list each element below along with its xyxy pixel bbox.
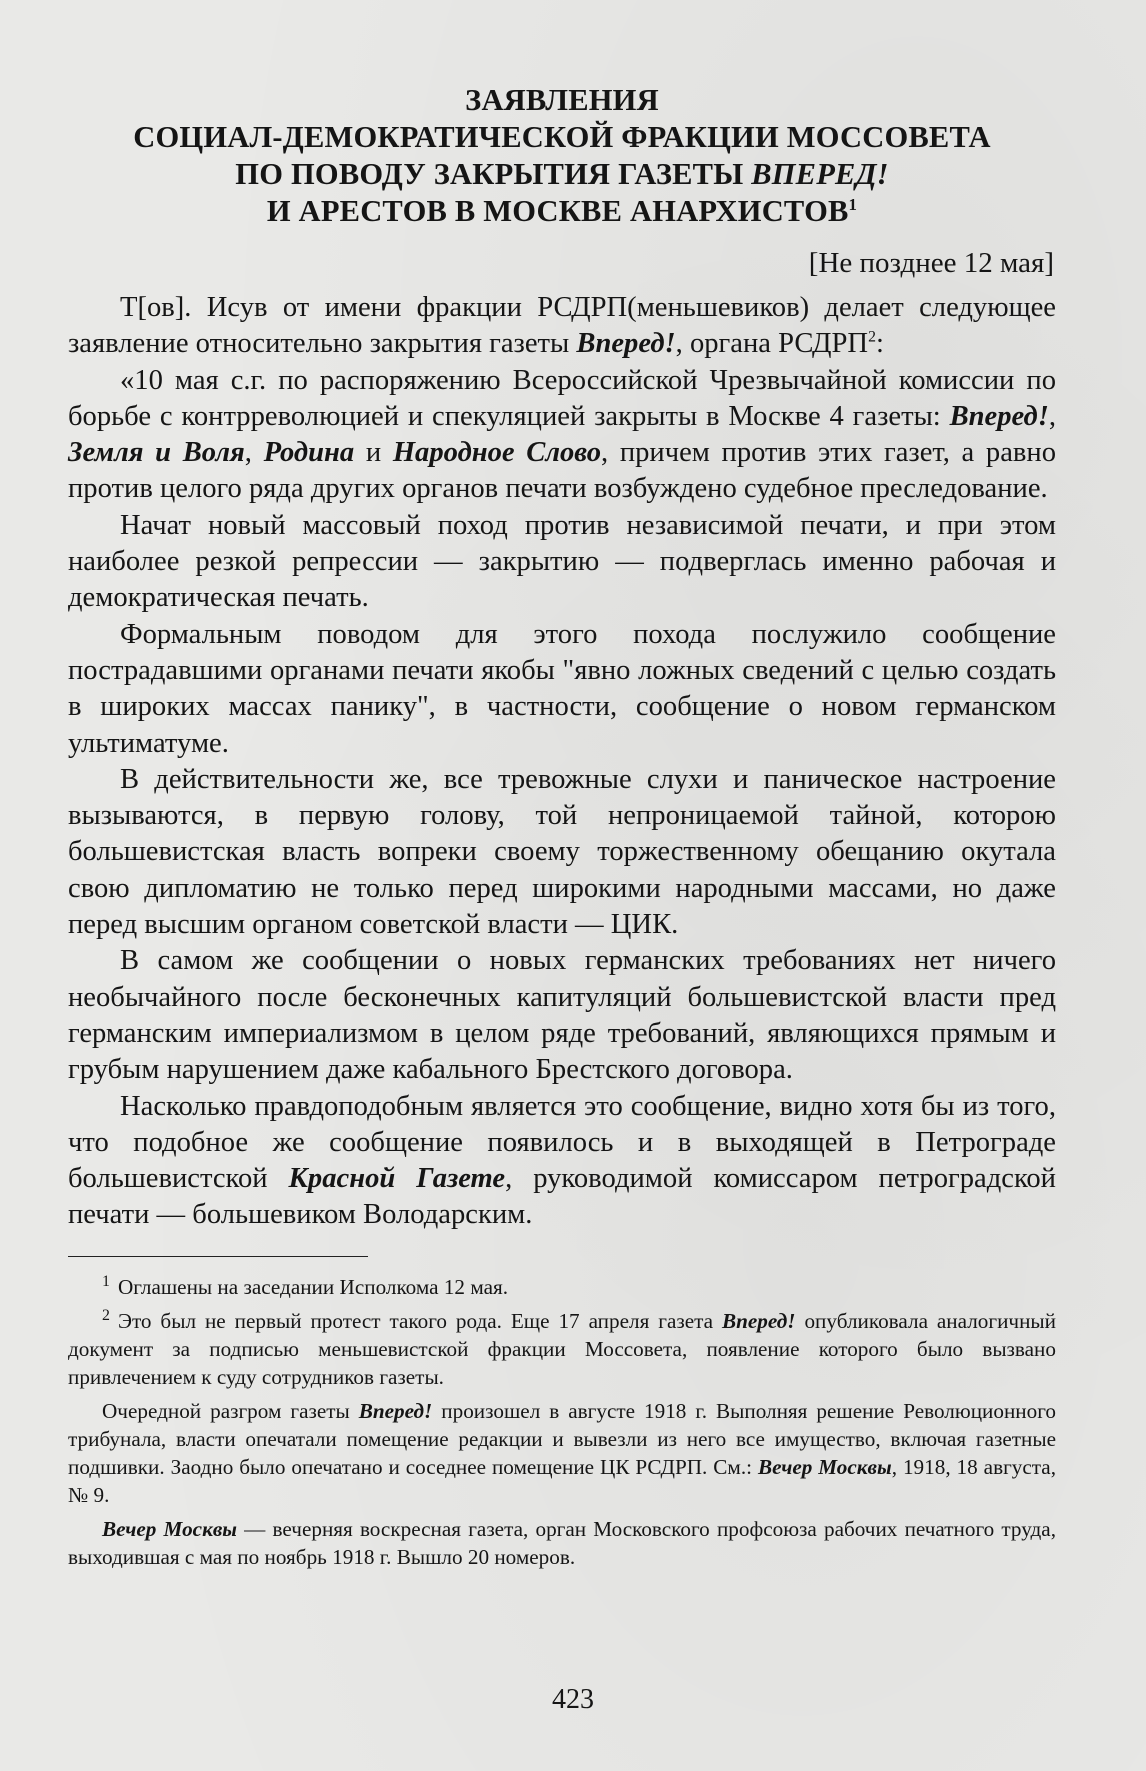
title-line-3-text: ПО ПОВОДУ ЗАКРЫТИЯ ГАЗЕТЫ: [235, 157, 752, 191]
footnote-2-p2-text-a: Очередной разгром газеты: [102, 1398, 359, 1423]
paragraph-7: [68, 1089, 1056, 1234]
title-line-2: СОЦИАЛ-ДЕМОКРАТИЧЕСКОЙ ФРАКЦИИ МОССОВЕТА: [133, 120, 991, 154]
footnote-1-text: Оглашены на заседании Исполкома 12 мая.: [117, 1274, 509, 1299]
paragraph-1-text-b: , органа РСДРП: [675, 328, 869, 360]
footnote-2-p2-text-c: , 1918, 18 августа, № 9.: [68, 1454, 1056, 1507]
paragraph-3: Начат новый массовый поход против независимой печати, и при этом наиболее резкой репрессии — закрытию — подверглась именно рабочая и демократическая печать.: [68, 509, 1056, 614]
paragraph-7-text-a: Насколько правдоподобным является это сообщение, видно хотя бы из того, что подобное же сообщение появилось и в выходящей в Петрограде большевистской: [68, 1090, 1056, 1195]
title-line-4-text: И АРЕСТОВ В МОСКВЕ АНАРХИСТОВ: [266, 194, 849, 228]
footnote-2-p3-text: — вечерняя воскресная газета, орган Московского профсоюза рабочих печатного труда, выходившая с мая по ноябрь 1918 г. Вышло 20 номеров.: [68, 1516, 1056, 1569]
paragraph-1-text-c: :: [875, 328, 884, 360]
paragraph-2-sep: и: [354, 437, 393, 469]
newspaper-name: Вперед!: [721, 1308, 796, 1333]
title-newspaper-name: ВПЕРЕД!: [751, 157, 889, 191]
paragraph-1-text-a: Т[ов]. Исув от имени фракции РСДРП(меньшевиков) делает следующее заявление относительно закрытия газеты: [68, 292, 1056, 360]
paragraph-2-sep: ,: [1048, 400, 1056, 432]
newspaper-name: Вперед!: [949, 400, 1049, 432]
footnotes: [68, 1273, 1056, 1571]
title-footnote-ref: 1: [848, 194, 858, 214]
footnote-2: [68, 1307, 1056, 1391]
newspaper-name: Вечер Москвы: [102, 1516, 237, 1541]
title-line-4: [68, 193, 1056, 230]
footnote-1: [68, 1273, 1056, 1301]
footnote-2-continuation-2: [68, 1515, 1056, 1571]
newspaper-name: Вперед!: [358, 1398, 433, 1423]
paragraph-2-text-e: , причем против этих газет, а равно против целого ряда других органов печати возбуждено судебное преследование.: [68, 437, 1056, 505]
newspaper-name: Родина: [263, 437, 355, 469]
footnote-number: 1: [102, 1272, 110, 1290]
paragraph-7-text-b: , руководимой комиссаром петроградской печати — большевиком Володарским.: [68, 1163, 1056, 1231]
newspaper-name: Вперед!: [576, 328, 676, 360]
paragraph-4: Формальным поводом для этого похода послужило сообщение пострадавшими органами печати якобы "явно ложных сведений с целью создать в широких массах панику", в частности, сообщение о новом германском ультиматуме.: [68, 618, 1056, 759]
paragraph-1: [68, 290, 1056, 363]
footnote-number: 2: [102, 1306, 110, 1324]
footnote-2-continuation: [68, 1397, 1056, 1509]
paragraph-6: В самом же сообщении о новых германских требованиях нет ничего необычайного после бесконечных капитуляций большевистской власти пред германским империализмом в целом ряде требований, являющихся прямым и грубым нарушением даже кабального Брестского договора.: [68, 945, 1056, 1086]
paragraph-2-text-a: «10 мая с.г. по распоряжению Всероссийской Чрезвычайной комиссии по борьбе с контрреволюцией и спекуляцией закрыты в Москве 4 газеты:: [68, 364, 1056, 432]
newspaper-name: Народное Слово: [392, 437, 602, 469]
title-line-3: [68, 156, 1056, 193]
document-date: [Не позднее 12 мая]: [808, 247, 1054, 279]
newspaper-name: Земля и Воля: [68, 437, 245, 469]
document-body: [68, 290, 1056, 1234]
page-content: [68, 82, 1056, 1571]
newspaper-name: Красной Газете: [288, 1163, 506, 1195]
title-line-1: ЗАЯВЛЕНИЯ: [465, 83, 659, 117]
footnote-ref-2: 2: [868, 328, 876, 346]
paragraph-2-sep: ,: [244, 437, 264, 469]
page-number: 423: [552, 1684, 594, 1715]
paragraph-5: В действительности же, все тревожные слухи и паническое настроение вызываются, в первую голову, той непроницаемой тайной, которою большевистская власть вопреки своему торжественному обещанию окутала свою дипломатию не только перед широкими народными массами, но даже перед высшим органом советской власти — ЦИК.: [68, 763, 1056, 941]
footnote-2-p2-text-b: произошел в августе 1918 г. Выполняя решение Революционного трибунала, власти опечатали помещение редакции и вывезли из него все имущество, включая газетные подшивки. Заодно было опечатано и соседнее помещение ЦК РСДРП. См.:: [68, 1398, 1056, 1479]
paragraph-2: [68, 363, 1056, 508]
footnote-2-text-a: Это был не первый протест такого рода. Еще 17 апреля газета: [117, 1308, 722, 1333]
footnote-divider: [68, 1256, 368, 1257]
footnote-2-text-b: опубликовала аналогичный документ за подписью меньшевистской фракции Моссовета, появление которого было вызвано привлечением к суду сотрудников газеты.: [68, 1308, 1056, 1389]
newspaper-name: Вечер Москвы: [757, 1454, 892, 1479]
document-title: [68, 82, 1056, 230]
